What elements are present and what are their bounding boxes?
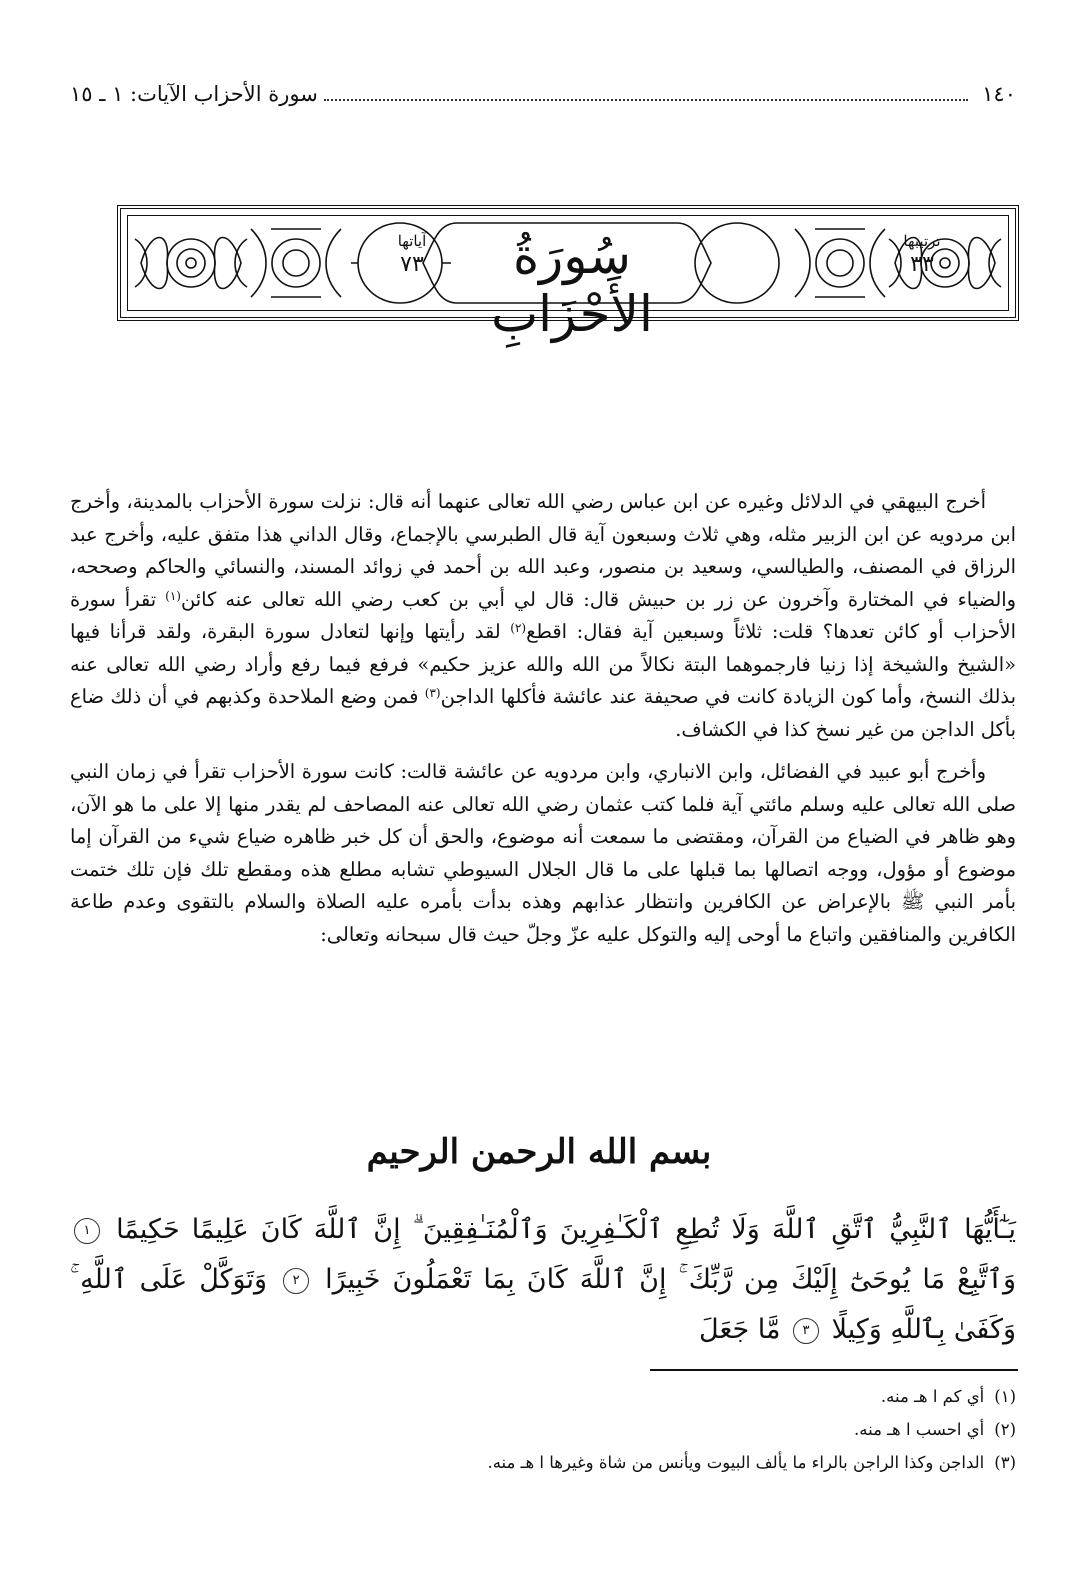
verse-2: وَٱتَّبِعْ مَا يُوحَىٰٓ إِلَيْكَ مِن رَّبِّكَ ۚ إِنَّ ٱللَّهَ كَانَ بِمَا تَعْمَلُونَ خَبِيرًا: [325, 1264, 1016, 1295]
surah-banner: [117, 205, 1019, 343]
paragraph-2: وأخرج أبو عبيد في الفضائل، وابن الانباري، وابن مردويه عن عائشة قالت: كانت سورة الأحزاب تقرأ في زمان النبي صلى الله تعالى عليه وسلم مائتي آية فلما كتب عثمان رضي الله تعالى عنه المصاحف لم يقدر منها إلا على ما هو الآن، وهو ظاهر في الضياع من القرآن، ومقتضى ما سمعت أنه موضوع، والحق أن كل خبر ظاهره ضياع شيء من القرآن إما موضوع أو مؤول، ووجه اتصالها بما قبلها على ما قال الجلال السيوطي تشابه مطلع هذه ومقطع تلك فإن تلك ختمت بأمر النبي ﷺ بالإعراض عن الكافرين وانتظار عذابهم وهذه بدأت بأمره عليه الصلاة والسلام بالتقوى وعدم طاعة الكافرين والمنافقين واتباع ما أوحى إليه والتوكل عليه عزّ وجلّ حيث قال سبحانه وتعالى:: [70, 760, 1016, 946]
footnote-3: [70, 1446, 1016, 1479]
verse-number-3: ٣: [793, 1318, 819, 1344]
surah-order-medallion: [883, 229, 961, 301]
p1-line: تعالى عنه بذلك النسخ، وأما كون الزيادة كانت في صحيفة عند عائشة فأكلها الداجن: [70, 652, 1016, 708]
medallion-right-frame-icon: [695, 223, 779, 303]
footnote-ref-1[interactable]: (١): [165, 588, 181, 603]
p1-line: أخرج البيهقي في الدلائل وغيره عن ابن عباس رضي الله تعالى عنهما أنه قال: نزلت سورة الأحزاب بالمدينة،: [126, 490, 986, 513]
arabesque-left-icon: [135, 229, 341, 297]
p1-word: كائن: [180, 587, 217, 611]
footnote-2: [70, 1413, 1016, 1446]
verse-count-number: ٧٣: [400, 252, 424, 277]
footnote-mark: (٣): [994, 1453, 1016, 1472]
verse-4-start: مَّا جَعَلَ: [699, 1314, 781, 1345]
surah-order-number: ٣٣: [910, 252, 934, 277]
quran-verses: [70, 1205, 1016, 1355]
paragraph-1: [70, 486, 1016, 746]
footnote-mark: (١): [994, 1387, 1016, 1406]
verse-3: وَتَوَكَّلْ عَلَى ٱللَّهِ ۚ وَكَفَىٰ بِٱللَّهِ وَكِيلًا: [70, 1264, 1016, 1345]
p1-line: والحاكم وصححه، والضياء في المختارة وآخرون عن زر بن حبيش قال: قال لي أبي بن كعب رضي الله تعالى عنه: [70, 555, 1016, 611]
verse-count-medallion: [373, 229, 451, 301]
footnote-text: أي كم ا هـ منه.: [880, 1387, 985, 1406]
footnote-ref-3[interactable]: (٣): [424, 686, 441, 700]
footnote-ref-2[interactable]: (٢): [510, 621, 527, 635]
p1-line: لقد رأيتها وإنها لتعادل سورة البقرة،: [200, 620, 501, 643]
footnote-separator: [650, 1369, 1018, 1371]
p1-line: وأخرج ابن مردويه عن ابن الزبير مثله، وهي ثلاث وسبعون آية قال الطبرسي بالإجماع، وقال الداني هذا متفق عليه،: [70, 490, 1016, 546]
p1-line: فمن وضع الملاحدة: [267, 685, 419, 708]
commentary-body: [70, 486, 1016, 961]
header-leader-dots: [324, 87, 968, 101]
running-title: سورة الأحزاب الآيات: ١ ـ ١٥: [70, 82, 318, 106]
running-header: [70, 76, 1016, 112]
page-number: ١٤٠: [982, 82, 1016, 106]
footnote-text: الداجن وكذا الراجن بالراء ما يألف البيوت ويأنس من شاة وغيرها ا هـ منه.: [487, 1453, 985, 1472]
footnote-text: أي احسب ا هـ منه.: [854, 1420, 985, 1439]
p1-line: تقرأ سورة الأحزاب أو كائن تعدها؟ قلت: ثلاثاً وسبعين آية فقال: اقطع: [70, 587, 1016, 643]
verse-number-2: ٢: [283, 1268, 309, 1294]
surah-order-label: ترتيبها: [903, 232, 941, 250]
basmala: بسم الله الرحمن الرحيم: [366, 1132, 712, 1172]
p1-line: وأخرج عبد الرزاق في المصنف، والطيالسي، وسعيد بن منصور، وعبد الله بن أحمد في زوائد المسند، والنسائي: [70, 522, 1016, 578]
p1-line: وكذبهم في أن ذلك ضاع بأكل الداجن من غير نسخ كذا في الكشاف.: [70, 685, 1016, 741]
surah-name: سُورَةُ الأَحْزَابِ: [491, 227, 653, 343]
footnote-mark: (٢): [994, 1420, 1016, 1439]
verse-count-label: آياتها: [397, 232, 427, 250]
verse-1: يَـٰٓأَيُّهَا ٱلنَّبِيُّ ٱتَّقِ ٱللَّهَ وَلَا تُطِعِ ٱلْكَـٰفِرِينَ وَٱلْمُنَـٰفِقِينَ ۗ إِنَّ ٱللَّهَ كَانَ عَلِيمًا حَكِيمًا: [116, 1214, 1016, 1245]
p1-line: ولقد قرأنا فيها «الشيخ والشيخة إذا زنيا فارجموهما البتة نكالاً من الله والله عزيز حكيم» فرفع فيما رفع وأراد رضي الله: [70, 620, 1016, 676]
footnotes: [70, 1380, 1016, 1479]
verse-number-1: ١: [74, 1218, 100, 1244]
footnote-1: [70, 1380, 1016, 1413]
